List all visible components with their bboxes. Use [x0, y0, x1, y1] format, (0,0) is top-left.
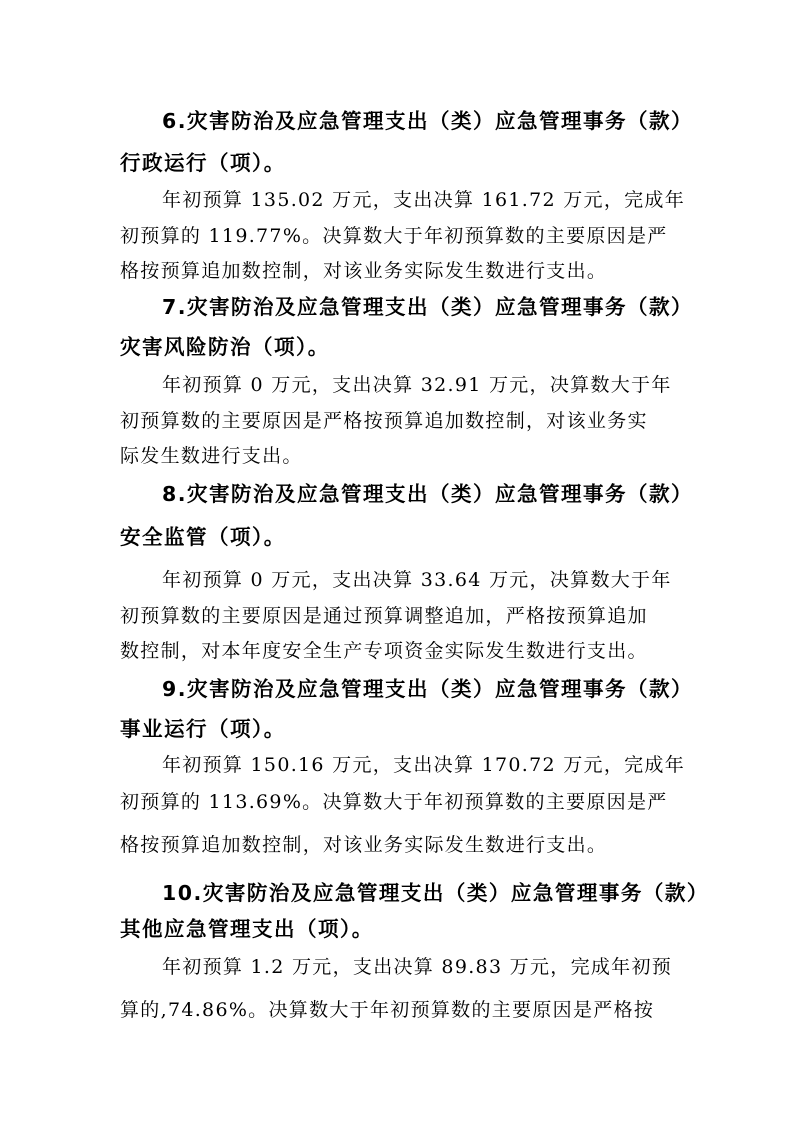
- section-9-body-line-3: 格按预算追加数控制，对该业务实际发生数进行支出。: [120, 834, 608, 856]
- section-8-body-line-1: 年初预算 0 万元，支出决算 33.64 万元，决算数大于年: [162, 569, 672, 591]
- section-6-body-line-3: 格按预算追加数控制，对该业务实际发生数进行支出。: [120, 260, 608, 282]
- section-7-heading-line-1: 7.灾害防治及应急管理支出（类）应急管理事务（款）: [162, 295, 694, 319]
- section-8-body-line-3: 数控制，对本年度安全生产专项资金实际发生数进行支出。: [120, 640, 648, 662]
- section-8-heading-line-1: 8.灾害防治及应急管理支出（类）应急管理事务（款）: [162, 482, 694, 506]
- section-9-body-line-1: 年初预算 150.16 万元，支出决算 170.72 万元，完成年: [162, 754, 686, 776]
- section-7-heading-line-2: 灾害风险防治（项）。: [120, 335, 330, 359]
- section-8-body-line-2: 初预算数的主要原因是通过预算调整追加，严格按预算追加: [120, 605, 648, 627]
- section-10-body-line-1: 年初预算 1.2 万元，支出决算 89.83 万元，完成年初预: [162, 956, 673, 978]
- section-6-body-line-1: 年初预算 135.02 万元，支出决算 161.72 万元，完成年: [162, 189, 686, 211]
- section-6-heading-line-2: 行政运行（项）。: [120, 151, 286, 175]
- section-10-heading-line-2: 其他应急管理支出（项）。: [120, 917, 374, 941]
- section-10-heading-line-1: 10.灾害防治及应急管理支出（类）应急管理事务（款）: [162, 881, 709, 905]
- section-7-body-line-3: 际发生数进行支出。: [120, 445, 303, 467]
- section-7-body-line-2: 初预算数的主要原因是严格按预算追加数控制，对该业务实: [120, 410, 648, 432]
- section-10-body-line-2: 算的,74.86%。决算数大于年初预算数的主要原因是严格按: [120, 999, 655, 1021]
- section-9-heading-line-2: 事业运行（项）。: [120, 717, 286, 741]
- section-8-heading-line-2: 安全监管（项）。: [120, 525, 286, 549]
- section-9-heading-line-1: 9.灾害防治及应急管理支出（类）应急管理事务（款）: [162, 677, 694, 701]
- section-7-body-line-1: 年初预算 0 万元，支出决算 32.91 万元，决算数大于年: [162, 374, 672, 396]
- section-9-body-line-2: 初预算的 113.69%。决算数大于年初预算数的主要原因是严: [120, 791, 668, 813]
- section-6-body-line-2: 初预算的 119.77%。决算数大于年初预算数的主要原因是严: [120, 225, 668, 247]
- section-6-heading-line-1: 6.灾害防治及应急管理支出（类）应急管理事务（款）: [162, 109, 694, 133]
